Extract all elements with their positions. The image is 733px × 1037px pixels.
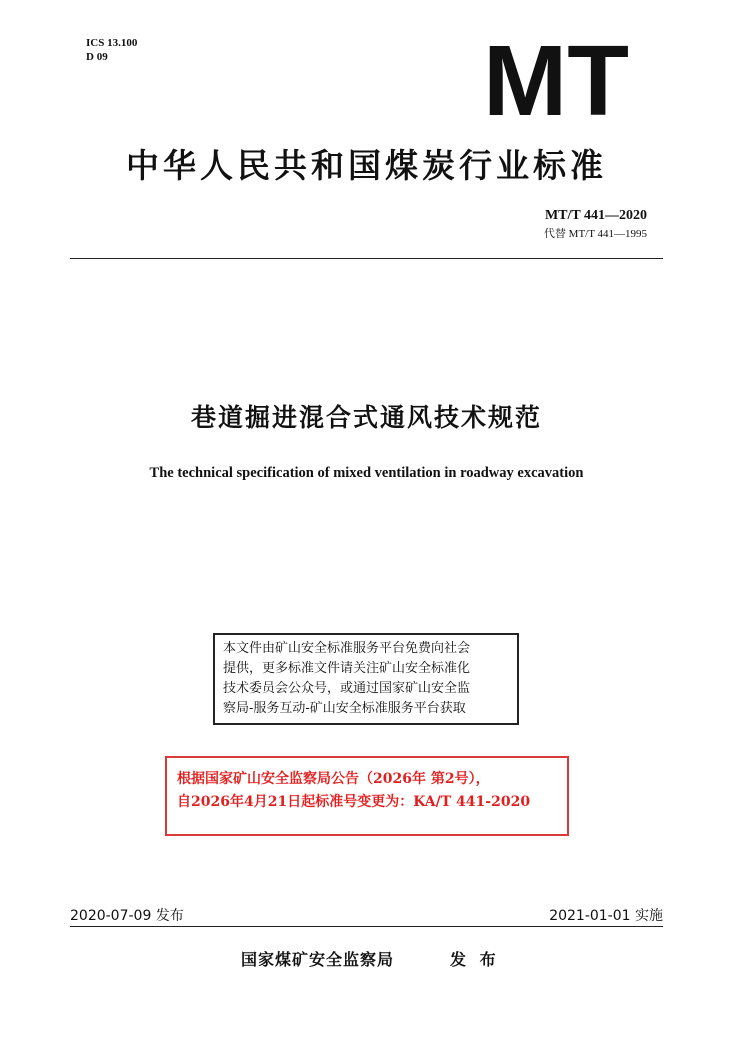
change-notice-line: 自2026年4月21日起标准号变更为：KA/T 441-2020 <box>177 794 531 810</box>
ccs-code: D 09 <box>86 51 108 63</box>
classification-codes <box>86 36 137 64</box>
agency-title: 中华人民共和国煤炭行业标准 <box>126 146 607 185</box>
publisher-name: 国家煤矿安全监察局 <box>241 950 395 969</box>
change-notice-line: 根据国家矿山安全监察局公告（2026年 第2号）， <box>177 771 490 787</box>
replaces-standard: 代替 MT/T 441—1995 <box>543 228 647 240</box>
availability-notice-box <box>213 633 519 725</box>
code-change-notice-box <box>165 756 569 836</box>
publish-label: 发 布 <box>450 950 500 969</box>
notice-line: 技术委员会公众号，或通过国家矿山安全监 <box>223 681 471 696</box>
notice-line: 提供，更多标准文件请关注矿山安全标准化 <box>223 661 471 676</box>
notice-line: 本文件由矿山安全标准服务平台免费向社会 <box>223 641 471 656</box>
notice-line: 察局-服务互动-矿山安全标准服务平台获取 <box>223 701 466 716</box>
issue-date: 2020-07-09 发布 <box>70 908 184 924</box>
document-title-chinese: 巷道掘进混合式通风技术规范 <box>190 403 542 432</box>
standard-code: MT/T 441—2020 <box>544 208 647 223</box>
ics-code: ICS 13.100 <box>86 37 138 49</box>
bottom-divider <box>70 926 663 927</box>
document-title-english: The technical specification of mixed ventilation in roadway excavation <box>149 465 584 481</box>
implementation-date: 2021-01-01 实施 <box>549 908 663 924</box>
top-divider <box>70 258 663 259</box>
mt-logo <box>481 38 631 118</box>
mt-logo-text: MT <box>483 38 629 118</box>
